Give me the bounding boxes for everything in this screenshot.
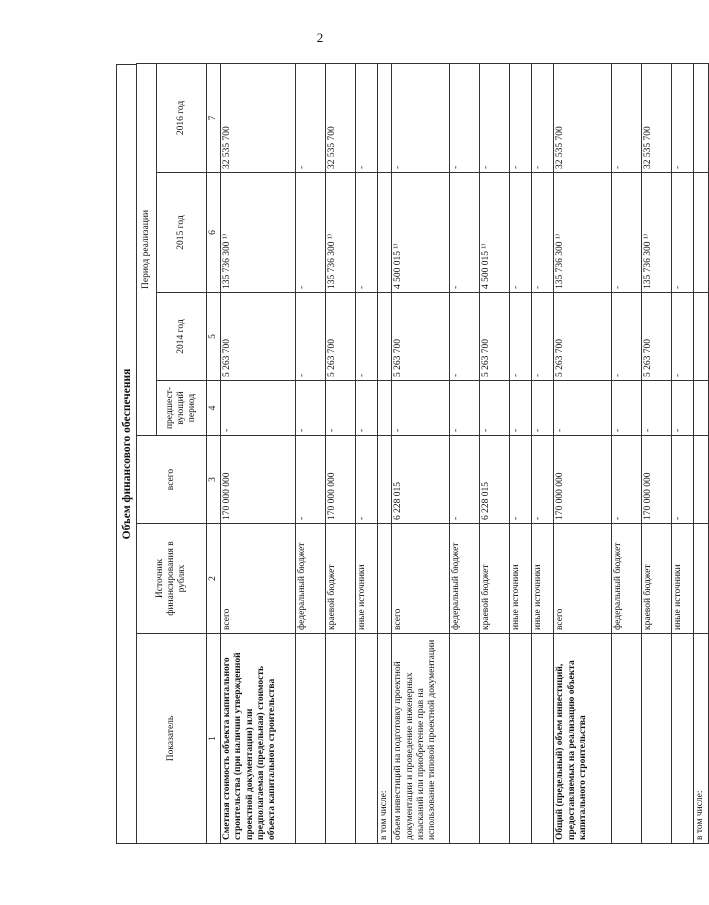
cell-y2016: 32 535 700	[326, 63, 356, 172]
cell-source	[694, 524, 708, 634]
col-number: 5	[207, 293, 221, 381]
cell-y2016: -	[392, 63, 450, 172]
cell-source: всего	[554, 524, 612, 634]
cell-prev: -	[532, 381, 554, 436]
financing-table	[136, 63, 709, 844]
cell-total	[378, 436, 392, 524]
cell-y2014: 5 263 700	[392, 293, 450, 381]
cell-prev: -	[450, 381, 480, 436]
header-period: Период реализации	[137, 63, 157, 435]
cell-prev	[378, 381, 392, 436]
cell-y2015: -	[672, 173, 694, 293]
cell-indicator: Сметная стоимость объекта капитального строительства (при наличии утвержденной проектной документации) или предполагаемая (предельная) стоимость объекта капитального строительства	[221, 634, 296, 844]
cell-total: -	[510, 436, 532, 524]
col-number: 4	[207, 381, 221, 436]
table-row	[642, 63, 672, 843]
table-row	[612, 63, 642, 843]
cell-y2016: 32 535 700	[554, 63, 612, 172]
cell-y2014	[694, 293, 708, 381]
cell-y2014: 5 263 700	[554, 293, 612, 381]
cell-y2014: -	[356, 293, 378, 381]
cell-source: краевой бюджет	[326, 524, 356, 634]
cell-y2015: -	[296, 173, 326, 293]
cell-y2015	[378, 173, 392, 293]
cell-prev: -	[480, 381, 510, 436]
cell-total: 170 000 000	[326, 436, 356, 524]
cell-y2014: 5 263 700	[642, 293, 672, 381]
col-number: 7	[207, 63, 221, 172]
cell-prev: -	[326, 381, 356, 436]
cell-y2015: 4 500 015 ¹⁾	[480, 173, 510, 293]
cell-total: -	[450, 436, 480, 524]
cell-source: краевой бюджет	[642, 524, 672, 634]
page-number: 2	[316, 30, 324, 45]
header-total: всего	[137, 436, 207, 524]
cell-total: 170 000 000	[554, 436, 612, 524]
cell-prev: -	[554, 381, 612, 436]
rotated-table-container	[116, 64, 706, 844]
cell-indicator	[356, 634, 378, 844]
cell-indicator	[510, 634, 532, 844]
cell-indicator: в том числе:	[378, 634, 392, 844]
cell-total: 170 000 000	[221, 436, 296, 524]
cell-source: федеральный бюджет	[296, 524, 326, 634]
cell-prev: -	[672, 381, 694, 436]
col-number: 6	[207, 173, 221, 293]
cell-prev	[694, 381, 708, 436]
cell-y2015: 135 736 300 ¹⁾	[554, 173, 612, 293]
cell-source: федеральный бюджет	[612, 524, 642, 634]
cell-y2015: 135 736 300 ¹⁾	[326, 173, 356, 293]
table-caption: Объем финансового обеспечения	[116, 64, 136, 844]
cell-y2014	[378, 293, 392, 381]
cell-indicator	[480, 634, 510, 844]
cell-y2016: -	[612, 63, 642, 172]
table-row	[392, 63, 450, 843]
header-2014: 2014 год	[157, 293, 207, 381]
cell-total: -	[296, 436, 326, 524]
header-2016: 2016 год	[157, 63, 207, 172]
cell-indicator	[532, 634, 554, 844]
cell-source: краевой бюджет	[480, 524, 510, 634]
table-row	[532, 63, 554, 843]
header-prev-period: предшест-вующий период	[157, 381, 207, 436]
cell-y2016: -	[296, 63, 326, 172]
cell-y2016: -	[672, 63, 694, 172]
col-number: 2	[207, 524, 221, 634]
cell-y2014: 5 263 700	[221, 293, 296, 381]
cell-total	[694, 436, 708, 524]
cell-y2014: -	[612, 293, 642, 381]
cell-y2014: -	[672, 293, 694, 381]
cell-y2016: 32 535 700	[642, 63, 672, 172]
header-source: Источник финансирования в рублях	[137, 524, 207, 634]
cell-y2015	[694, 173, 708, 293]
cell-y2016: -	[450, 63, 480, 172]
cell-prev: -	[642, 381, 672, 436]
cell-y2014: 5 263 700	[326, 293, 356, 381]
cell-indicator: Общий (предельный) объем инвестиций, предоставляемых на реализацию объекта капитального строительства	[554, 634, 612, 844]
col-number: 1	[207, 634, 221, 844]
cell-y2015: -	[356, 173, 378, 293]
table-row	[554, 63, 612, 843]
cell-prev: -	[221, 381, 296, 436]
header-indicator: Показатель	[137, 634, 207, 844]
cell-y2015: -	[510, 173, 532, 293]
cell-y2015: 135 736 300 ¹⁾	[642, 173, 672, 293]
cell-indicator: в том числе:	[694, 634, 708, 844]
cell-y2015: -	[532, 173, 554, 293]
col-number: 3	[207, 436, 221, 524]
cell-prev: -	[612, 381, 642, 436]
cell-source: иные источники	[532, 524, 554, 634]
cell-y2015: 4 500 015 ¹⁾	[392, 173, 450, 293]
table-row	[296, 63, 326, 843]
cell-source	[378, 524, 392, 634]
cell-y2016	[694, 63, 708, 172]
cell-total: -	[532, 436, 554, 524]
cell-y2014: -	[532, 293, 554, 381]
cell-y2016: -	[480, 63, 510, 172]
cell-prev: -	[392, 381, 450, 436]
cell-total: -	[672, 436, 694, 524]
table-row	[672, 63, 694, 843]
cell-y2015: -	[612, 173, 642, 293]
cell-indicator	[612, 634, 642, 844]
cell-indicator	[642, 634, 672, 844]
cell-source: иные источники	[356, 524, 378, 634]
cell-y2016: -	[532, 63, 554, 172]
cell-indicator	[672, 634, 694, 844]
cell-source: всего	[392, 524, 450, 634]
cell-total: -	[356, 436, 378, 524]
cell-indicator: объем инвестиций на подготовку проектной документации и проведение инженерных изысканий или приобретение прав на использование типовой проектной документации	[392, 634, 450, 844]
cell-y2015: -	[450, 173, 480, 293]
cell-prev: -	[356, 381, 378, 436]
cell-y2015: 135 736 300 ¹⁾	[221, 173, 296, 293]
cell-total: -	[612, 436, 642, 524]
table-row	[450, 63, 480, 843]
table-body	[221, 63, 708, 843]
cell-y2014: -	[450, 293, 480, 381]
cell-y2016: -	[510, 63, 532, 172]
cell-prev: -	[510, 381, 532, 436]
column-numbers-row	[207, 63, 221, 843]
cell-y2014: 5 263 700	[480, 293, 510, 381]
table-row	[480, 63, 510, 843]
cell-total: 6 228 015	[480, 436, 510, 524]
table-row	[356, 63, 378, 843]
cell-source: всего	[221, 524, 296, 634]
cell-source: иные источники	[510, 524, 532, 634]
table-row	[510, 63, 532, 843]
cell-y2014: -	[510, 293, 532, 381]
cell-total: 170 000 000	[642, 436, 672, 524]
cell-y2016: 32 535 700	[221, 63, 296, 172]
table-row	[326, 63, 356, 843]
cell-y2014: -	[296, 293, 326, 381]
cell-y2016	[378, 63, 392, 172]
table-row	[221, 63, 296, 843]
table-row	[378, 63, 392, 843]
cell-source: иные источники	[672, 524, 694, 634]
table-row	[694, 63, 708, 843]
cell-source: федеральный бюджет	[450, 524, 480, 634]
cell-indicator	[296, 634, 326, 844]
cell-indicator	[450, 634, 480, 844]
cell-y2016: -	[356, 63, 378, 172]
cell-prev: -	[296, 381, 326, 436]
header-2015: 2015 год	[157, 173, 207, 293]
cell-indicator	[326, 634, 356, 844]
cell-total: 6 228 015	[392, 436, 450, 524]
